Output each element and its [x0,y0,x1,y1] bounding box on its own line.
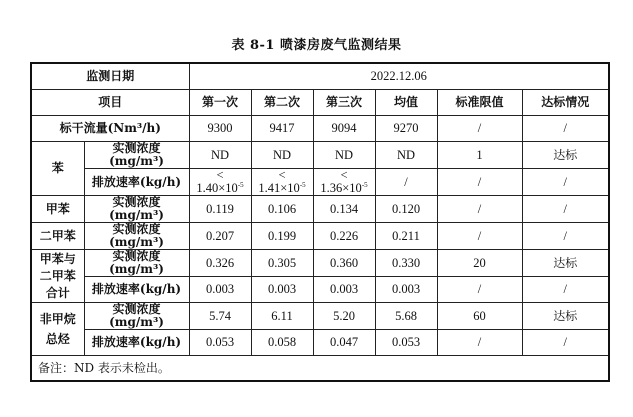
xylene-row [31,223,609,250]
table-cell: 9094 [313,116,375,142]
col-header: 达标情况 [522,90,609,116]
table-cell: 0.326 [189,250,251,277]
group-label-benzene: 苯 [31,142,84,196]
table-cell: 20 [437,250,522,277]
table-cell: 0.003 [251,277,313,303]
tol-xyl-conc-row [31,250,609,277]
compliance-cell: 达标 [522,250,609,277]
date-row [31,63,609,90]
table-cell: 9417 [251,116,313,142]
table-cell: 0.120 [375,196,437,223]
rate-base: 1.36×10 [320,181,362,195]
table-cell: / [522,116,609,142]
monitoring-results-table [30,62,610,382]
table-cell: 5.20 [313,303,375,330]
table-cell: 9270 [375,116,437,142]
table-cell: 5.74 [189,303,251,330]
table-cell: 0.053 [375,330,437,356]
table-cell: ND [189,142,251,169]
table-cell: 1 [437,142,522,169]
table-cell: 0.207 [189,223,251,250]
header-row [31,90,609,116]
table-cell: 0.047 [313,330,375,356]
col-header: 第三次 [313,90,375,116]
table-cell: 0.226 [313,223,375,250]
col-header: 标准限值 [437,90,522,116]
flow-label: 标干流量(Nm³/h) [31,116,189,142]
rate-base: 1.41×10 [258,181,300,195]
table-cell: / [522,169,609,196]
table-cell: 0.134 [313,196,375,223]
table-cell: 0.330 [375,250,437,277]
table-cell: 6.11 [251,303,313,330]
conc-label: 实测浓度(mg/m³) [84,196,189,223]
group-label-nmhc: 非甲烷总烃 [31,303,84,356]
rate-exponent: -5 [237,180,244,189]
group-label-xylene: 二甲苯 [31,223,84,250]
table-cell: 5.68 [375,303,437,330]
table-cell: / [522,196,609,223]
table-cell: / [437,169,522,196]
table-cell: / [522,223,609,250]
date-label: 监测日期 [31,63,189,90]
table-cell: / [437,277,522,303]
table-cell: / [522,330,609,356]
toluene-row [31,196,609,223]
less-than-sign: < [340,168,348,182]
table-cell [189,169,251,196]
rate-base: 1.40×10 [196,181,238,195]
conc-label: 实测浓度(mg/m³) [84,142,189,169]
rate-label: 排放速率(kg/h) [84,330,189,356]
table-cell: 9300 [189,116,251,142]
group-label-tol-xyl: 甲苯与二甲苯合计 [31,250,84,303]
note-row [31,356,609,382]
conc-label: 实测浓度(mg/m³) [84,250,189,277]
col-header: 第二次 [251,90,313,116]
table-cell: 0.305 [251,250,313,277]
table-cell: ND [375,142,437,169]
table-cell: / [437,330,522,356]
less-than-sign: < [216,168,224,182]
rate-label: 排放速率(kg/h) [84,169,189,196]
table-cell: 60 [437,303,522,330]
table-cell: 0.211 [375,223,437,250]
table-cell: 0.199 [251,223,313,250]
table-cell: 0.003 [313,277,375,303]
item-header: 项目 [31,90,189,116]
table-title: 表 8-1 喷漆房废气监测结果 [231,38,402,53]
table-cell: ND [313,142,375,169]
table-cell [313,169,375,196]
table-cell: ND [251,142,313,169]
nmhc-rate-row [31,330,609,356]
less-than-sign: < [278,168,286,182]
table-cell: 0.003 [189,277,251,303]
compliance-cell: 达标 [522,142,609,169]
conc-label: 实测浓度(mg/m³) [84,223,189,250]
table-cell: 0.106 [251,196,313,223]
group-label-toluene: 甲苯 [31,196,84,223]
rate-exponent: -5 [299,180,306,189]
col-header: 均值 [375,90,437,116]
table-cell: 0.003 [375,277,437,303]
table-cell: 0.360 [313,250,375,277]
table-cell: / [437,196,522,223]
table-cell [251,169,313,196]
table-cell: / [522,277,609,303]
rate-exponent: -5 [361,180,368,189]
date-value: 2022.12.06 [189,63,609,90]
table-cell: 0.058 [251,330,313,356]
benzene-rate-row [31,169,609,196]
compliance-cell: 达标 [522,303,609,330]
table-note: 备注：ND 表示未检出。 [31,356,609,382]
flow-row [31,116,609,142]
table-cell: / [437,223,522,250]
tol-xyl-rate-row [31,277,609,303]
rate-label: 排放速率(kg/h) [84,277,189,303]
conc-label: 实测浓度(mg/m³) [84,303,189,330]
table-cell: 0.119 [189,196,251,223]
table-cell: 0.053 [189,330,251,356]
nmhc-conc-row [31,303,609,330]
table-cell: / [437,116,522,142]
benzene-conc-row [31,142,609,169]
table-cell: / [375,169,437,196]
col-header: 第一次 [189,90,251,116]
